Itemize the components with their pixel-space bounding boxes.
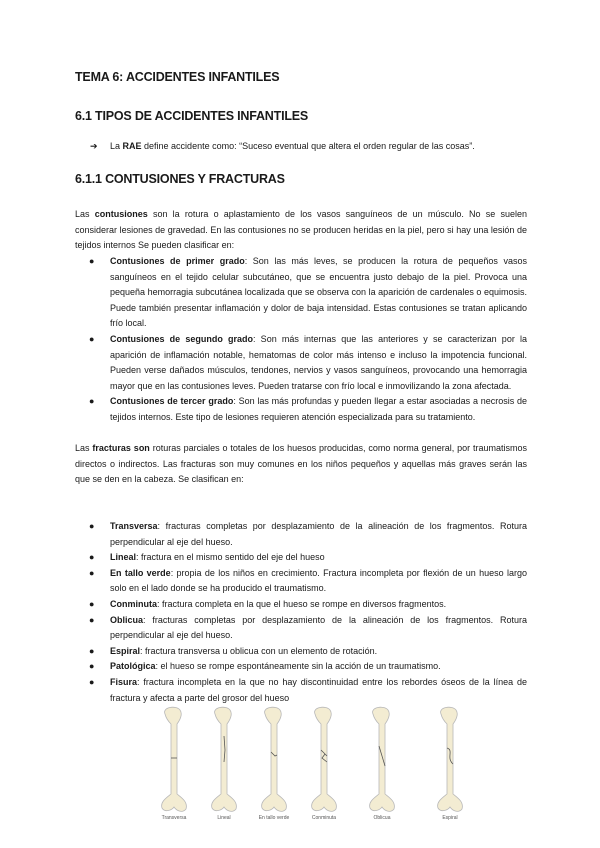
list-item: ● Espiral: fractura transversa u oblicua con un elemento de rotación. — [89, 645, 378, 656]
figure-caption: Conminuta — [311, 815, 337, 821]
femur-bone — [162, 707, 187, 811]
list-item: ● Contusiones de tercer grado: Son las más profundas y pueden llegar a estar asociadas a necrosis de tejidos internos. Este tipo de lesiones requieren atención especializada para su tratamiento. — [89, 396, 528, 422]
femur-bone — [370, 707, 395, 811]
figure-caption: Espiral — [442, 815, 458, 821]
fracturas-list — [75, 519, 527, 706]
figure-caption: Transversa — [161, 815, 187, 821]
page-title: TEMA 6: ACCIDENTES INFANTILES — [75, 70, 280, 84]
bone-illustration — [438, 707, 463, 821]
bone-illustration — [259, 707, 290, 821]
list-item: ● Patológica: el hueso se rompe espontáneamente sin la acción de un traumatismo. — [89, 661, 441, 672]
contusiones-list — [75, 254, 527, 426]
arrow-icon: ➔ — [90, 141, 98, 151]
contusiones-intro: Las contusiones son la rotura o aplastamiento de los vasos sanguíneos de un músculo. No se suelen considerar lesiones de gravedad. En las contusiones no se producen heridas en la piel, pero si hay una lesión de tejidos internos Se pueden clasificar en: — [75, 209, 527, 251]
bone-illustration — [212, 707, 237, 821]
figure-caption: En tallo verde — [258, 815, 290, 821]
figure-caption: Lineal — [217, 815, 231, 821]
list-item: ● Oblicua: fracturas completas por desplazamiento de la alineación de los fragmentos. Rotura perpendicular al eje del hueso. — [89, 614, 527, 641]
bone-illustration — [370, 707, 395, 821]
list-item: ● Lineal: fractura en el mismo sentido del eje del hueso — [89, 552, 325, 563]
figure-caption: Oblicua — [373, 815, 391, 821]
section-heading: 6.1 TIPOS DE ACCIDENTES INFANTILES — [75, 109, 309, 123]
list-item: ● Transversa: fracturas completas por desplazamiento de la alineación de los fragmentos. Rotura perpendicular al eje del hueso. — [89, 521, 527, 547]
fracturas-intro: Las fracturas son roturas parciales o totales de los huesos producidas, como norma general, por traumatismos directos o indirectos. Las fracturas son muy comunes en los niños pequeños y aquellas más graves serán las que se den en la cabeza. Se clasifican en: — [75, 443, 527, 485]
fracture-types-figure — [150, 706, 488, 822]
list-item: ● Conminuta: fractura completa en la que el hueso se rompe en diversos fragmentos. — [89, 598, 447, 609]
bone-illustration — [162, 707, 187, 821]
rae-definition: ➔ La RAE define accidente como: “Suceso eventual que altera el orden regular de las cosas”. — [90, 141, 475, 151]
bone-illustration — [312, 707, 337, 821]
list-item: ● En tallo verde: propia de los niños en crecimiento. Fractura incompleta por flexión de un hueso largo solo en el lado donde se ha producido el traumatismo. — [89, 567, 527, 594]
subsection-heading: 6.1.1 CONTUSIONES Y FRACTURAS — [75, 172, 285, 186]
list-item: ● Contusiones de primer grado: Son las más leves, se producen la rotura de pequeños vasos sanguíneos en el tejido celular subcutáneo, que se encuentra justo debajo de la piel. Provoca una pequeña hemorragia subcutánea localizada que se observa con la aparición de cardenales o equimosis. Puede también presentar inflamación y dolor de baja intensidad. Estas contusiones se tratan aplicando frío local. — [89, 256, 527, 329]
list-item: ● Fisura: fractura incompleta en la que no hay discontinuidad entre los rebordes óseos de la línea de fractura y afecta a parte del grosor del hueso — [89, 676, 527, 703]
list-item: ● Contusiones de segundo grado: Son más internas que las anteriores y se caracterizan por la aparición de inflamación notable, hematomas de color más intenso e incluso la impotencia funcional. Pueden verse dañados músculos, tendones, nervios y vasos sanguíneos, provocando una hemorragia mayor que en las contusiones leves. Pueden tratarse con frío local e inmovilizando la zona afectada. — [89, 333, 527, 391]
femur-bone — [262, 707, 287, 811]
